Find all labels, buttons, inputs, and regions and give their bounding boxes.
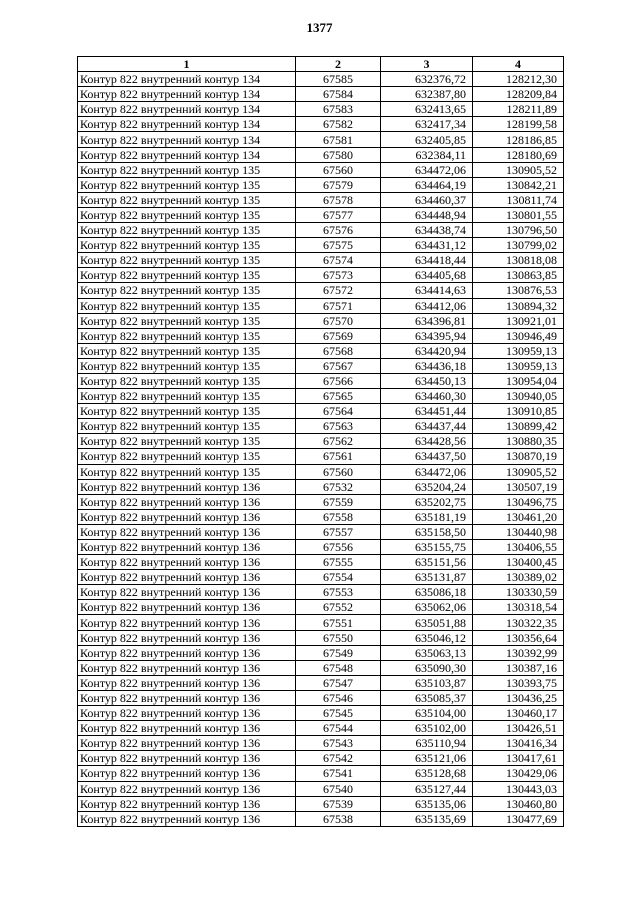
x-coordinate-cell: 634405,68 (381, 268, 473, 283)
point-number-cell: 67557 (296, 524, 381, 539)
x-coordinate-cell: 634414,63 (381, 283, 473, 298)
contour-name-cell: Контур 822 внутренний контур 136 (78, 690, 296, 705)
y-coordinate-cell: 130393,75 (473, 675, 564, 690)
y-coordinate-cell: 130921,01 (473, 313, 564, 328)
contour-name-cell: Контур 822 внутренний контур 135 (78, 434, 296, 449)
contour-name-cell: Контур 822 внутренний контур 135 (78, 464, 296, 479)
point-number-cell: 67562 (296, 434, 381, 449)
x-coordinate-cell: 635204,24 (381, 479, 473, 494)
point-number-cell: 67577 (296, 207, 381, 222)
y-coordinate-cell: 130392,99 (473, 645, 564, 660)
x-coordinate-cell: 635090,30 (381, 660, 473, 675)
point-number-cell: 67552 (296, 600, 381, 615)
page-number: 1377 (306, 20, 333, 35)
point-number-cell: 67563 (296, 419, 381, 434)
contour-name-cell: Контур 822 внутренний контур 135 (78, 162, 296, 177)
table-row (78, 177, 564, 192)
table-row (78, 600, 564, 615)
table-row (78, 706, 564, 721)
table-row (78, 328, 564, 343)
point-number-cell: 67574 (296, 253, 381, 268)
contour-name-cell: Контур 822 внутренний контур 134 (78, 102, 296, 117)
y-coordinate-cell: 128180,69 (473, 147, 564, 162)
x-coordinate-cell: 635158,50 (381, 524, 473, 539)
table-row (78, 434, 564, 449)
point-number-cell: 67566 (296, 373, 381, 388)
contour-name-cell: Контур 822 внутренний контур 135 (78, 253, 296, 268)
contour-name-cell: Контур 822 внутренний контур 134 (78, 147, 296, 162)
x-coordinate-cell: 634438,74 (381, 223, 473, 238)
table-row (78, 494, 564, 509)
column-header-1: 1 (78, 57, 296, 72)
y-coordinate-cell: 128186,85 (473, 132, 564, 147)
table-row (78, 751, 564, 766)
table-row (78, 690, 564, 705)
y-coordinate-cell: 130387,16 (473, 660, 564, 675)
x-coordinate-cell: 635051,88 (381, 615, 473, 630)
contour-name-cell: Контур 822 внутренний контур 135 (78, 343, 296, 358)
contour-name-cell: Контур 822 внутренний контур 136 (78, 811, 296, 826)
y-coordinate-cell: 130477,69 (473, 811, 564, 826)
x-coordinate-cell: 634448,94 (381, 207, 473, 222)
point-number-cell: 67575 (296, 238, 381, 253)
y-coordinate-cell: 130318,54 (473, 600, 564, 615)
point-number-cell: 67576 (296, 223, 381, 238)
contour-name-cell: Контур 822 внутренний контур 135 (78, 419, 296, 434)
x-coordinate-cell: 634472,06 (381, 464, 473, 479)
contour-name-cell: Контур 822 внутренний контур 135 (78, 223, 296, 238)
contour-name-cell: Контур 822 внутренний контур 135 (78, 283, 296, 298)
table-row (78, 313, 564, 328)
point-number-cell: 67544 (296, 721, 381, 736)
point-number-cell: 67567 (296, 358, 381, 373)
x-coordinate-cell: 635062,06 (381, 600, 473, 615)
x-coordinate-cell: 635155,75 (381, 540, 473, 555)
table-row (78, 419, 564, 434)
table-row (78, 615, 564, 630)
table-row (78, 117, 564, 132)
y-coordinate-cell: 130811,74 (473, 192, 564, 207)
point-number-cell: 67554 (296, 570, 381, 585)
contour-name-cell: Контур 822 внутренний контур 136 (78, 570, 296, 585)
table-row (78, 721, 564, 736)
column-header-4: 4 (473, 57, 564, 72)
y-coordinate-cell: 128199,58 (473, 117, 564, 132)
point-number-cell: 67582 (296, 117, 381, 132)
x-coordinate-cell: 635046,12 (381, 630, 473, 645)
table-row (78, 253, 564, 268)
x-coordinate-cell: 635181,19 (381, 509, 473, 524)
y-coordinate-cell: 130946,49 (473, 328, 564, 343)
y-coordinate-cell: 130400,45 (473, 555, 564, 570)
y-coordinate-cell: 130356,64 (473, 630, 564, 645)
y-coordinate-cell: 128211,89 (473, 102, 564, 117)
contour-name-cell: Контур 822 внутренний контур 136 (78, 600, 296, 615)
point-number-cell: 67532 (296, 479, 381, 494)
table-row (78, 87, 564, 102)
x-coordinate-cell: 634464,19 (381, 177, 473, 192)
y-coordinate-cell: 130496,75 (473, 494, 564, 509)
table-row (78, 147, 564, 162)
point-number-cell: 67573 (296, 268, 381, 283)
point-number-cell: 67579 (296, 177, 381, 192)
table-row (78, 389, 564, 404)
contour-name-cell: Контур 822 внутренний контур 135 (78, 207, 296, 222)
contour-name-cell: Контур 822 внутренний контур 136 (78, 494, 296, 509)
x-coordinate-cell: 634472,06 (381, 162, 473, 177)
y-coordinate-cell: 130443,03 (473, 781, 564, 796)
y-coordinate-cell: 130954,04 (473, 373, 564, 388)
y-coordinate-cell: 130880,35 (473, 434, 564, 449)
contour-name-cell: Контур 822 внутренний контур 136 (78, 706, 296, 721)
contour-name-cell: Контур 822 внутренний контур 135 (78, 298, 296, 313)
column-header-2: 2 (296, 57, 381, 72)
table-row (78, 509, 564, 524)
contour-name-cell: Контур 822 внутренний контур 135 (78, 268, 296, 283)
table-row (78, 207, 564, 222)
x-coordinate-cell: 632387,80 (381, 87, 473, 102)
contour-name-cell: Контур 822 внутренний контур 136 (78, 736, 296, 751)
x-coordinate-cell: 634460,37 (381, 192, 473, 207)
table-row (78, 630, 564, 645)
point-number-cell: 67546 (296, 690, 381, 705)
point-number-cell: 67560 (296, 464, 381, 479)
x-coordinate-cell: 632384,11 (381, 147, 473, 162)
point-number-cell: 67583 (296, 102, 381, 117)
y-coordinate-cell: 130799,02 (473, 238, 564, 253)
table-row (78, 132, 564, 147)
point-number-cell: 67545 (296, 706, 381, 721)
point-number-cell: 67569 (296, 328, 381, 343)
point-number-cell: 67571 (296, 298, 381, 313)
y-coordinate-cell: 130417,61 (473, 751, 564, 766)
contour-name-cell: Контур 822 внутренний контур 135 (78, 449, 296, 464)
x-coordinate-cell: 635103,87 (381, 675, 473, 690)
point-number-cell: 67565 (296, 389, 381, 404)
y-coordinate-cell: 130460,80 (473, 796, 564, 811)
y-coordinate-cell: 130460,17 (473, 706, 564, 721)
contour-name-cell: Контур 822 внутренний контур 136 (78, 509, 296, 524)
y-coordinate-cell: 130940,05 (473, 389, 564, 404)
x-coordinate-cell: 634412,06 (381, 298, 473, 313)
contour-name-cell: Контур 822 внутренний контур 136 (78, 479, 296, 494)
y-coordinate-cell: 130959,13 (473, 343, 564, 358)
y-coordinate-cell: 130330,59 (473, 585, 564, 600)
point-number-cell: 67585 (296, 72, 381, 87)
table-row (78, 72, 564, 87)
x-coordinate-cell: 634428,56 (381, 434, 473, 449)
point-number-cell: 67556 (296, 540, 381, 555)
table-row (78, 404, 564, 419)
x-coordinate-cell: 632376,72 (381, 72, 473, 87)
y-coordinate-cell: 130863,85 (473, 268, 564, 283)
table-header-row (78, 57, 564, 72)
x-coordinate-cell: 635104,00 (381, 706, 473, 721)
table-row (78, 358, 564, 373)
x-coordinate-cell: 634450,13 (381, 373, 473, 388)
x-coordinate-cell: 635110,94 (381, 736, 473, 751)
contour-name-cell: Контур 822 внутренний контур 134 (78, 117, 296, 132)
point-number-cell: 67570 (296, 313, 381, 328)
x-coordinate-cell: 635127,44 (381, 781, 473, 796)
contour-name-cell: Контур 822 внутренний контур 136 (78, 630, 296, 645)
contour-name-cell: Контур 822 внутренний контур 134 (78, 87, 296, 102)
point-number-cell: 67555 (296, 555, 381, 570)
table-row (78, 479, 564, 494)
y-coordinate-cell: 130905,52 (473, 162, 564, 177)
point-number-cell: 67547 (296, 675, 381, 690)
contour-name-cell: Контур 822 внутренний контур 135 (78, 358, 296, 373)
point-number-cell: 67541 (296, 766, 381, 781)
x-coordinate-cell: 635102,00 (381, 721, 473, 736)
table-row (78, 449, 564, 464)
point-number-cell: 67584 (296, 87, 381, 102)
contour-name-cell: Контур 822 внутренний контур 136 (78, 721, 296, 736)
x-coordinate-cell: 634460,30 (381, 389, 473, 404)
table-row (78, 464, 564, 479)
y-coordinate-cell: 130910,85 (473, 404, 564, 419)
x-coordinate-cell: 634437,50 (381, 449, 473, 464)
table-row (78, 102, 564, 117)
point-number-cell: 67553 (296, 585, 381, 600)
contour-name-cell: Контур 822 внутренний контур 136 (78, 555, 296, 570)
table-row (78, 524, 564, 539)
x-coordinate-cell: 635202,75 (381, 494, 473, 509)
contour-name-cell: Контур 822 внутренний контур 136 (78, 766, 296, 781)
table-body (78, 72, 564, 827)
y-coordinate-cell: 130322,35 (473, 615, 564, 630)
y-coordinate-cell: 130905,52 (473, 464, 564, 479)
table-row (78, 268, 564, 283)
y-coordinate-cell: 130429,06 (473, 766, 564, 781)
table-row (78, 223, 564, 238)
point-number-cell: 67539 (296, 796, 381, 811)
y-coordinate-cell: 130818,08 (473, 253, 564, 268)
contour-name-cell: Контур 822 внутренний контур 135 (78, 328, 296, 343)
contour-name-cell: Контур 822 внутренний контур 135 (78, 192, 296, 207)
x-coordinate-cell: 632417,34 (381, 117, 473, 132)
point-number-cell: 67542 (296, 751, 381, 766)
point-number-cell: 67543 (296, 736, 381, 751)
contour-name-cell: Контур 822 внутренний контур 136 (78, 524, 296, 539)
y-coordinate-cell: 130507,19 (473, 479, 564, 494)
point-number-cell: 67561 (296, 449, 381, 464)
x-coordinate-cell: 634396,81 (381, 313, 473, 328)
y-coordinate-cell: 130796,50 (473, 223, 564, 238)
contour-name-cell: Контур 822 внутренний контур 135 (78, 389, 296, 404)
table-row (78, 781, 564, 796)
y-coordinate-cell: 130440,98 (473, 524, 564, 539)
x-coordinate-cell: 635135,69 (381, 811, 473, 826)
y-coordinate-cell: 130842,21 (473, 177, 564, 192)
point-number-cell: 67551 (296, 615, 381, 630)
point-number-cell: 67581 (296, 132, 381, 147)
x-coordinate-cell: 635128,68 (381, 766, 473, 781)
table-row (78, 570, 564, 585)
table-row (78, 343, 564, 358)
x-coordinate-cell: 635063,13 (381, 645, 473, 660)
x-coordinate-cell: 634420,94 (381, 343, 473, 358)
table-row (78, 373, 564, 388)
table-row (78, 675, 564, 690)
y-coordinate-cell: 130801,55 (473, 207, 564, 222)
point-number-cell: 67559 (296, 494, 381, 509)
contour-name-cell: Контур 822 внутренний контур 136 (78, 540, 296, 555)
table-row (78, 162, 564, 177)
point-number-cell: 67538 (296, 811, 381, 826)
y-coordinate-cell: 130461,20 (473, 509, 564, 524)
x-coordinate-cell: 632413,65 (381, 102, 473, 117)
contour-name-cell: Контур 822 внутренний контур 136 (78, 660, 296, 675)
point-number-cell: 67549 (296, 645, 381, 660)
contour-name-cell: Контур 822 внутренний контур 134 (78, 72, 296, 87)
x-coordinate-cell: 635131,87 (381, 570, 473, 585)
contour-name-cell: Контур 822 внутренний контур 136 (78, 645, 296, 660)
point-number-cell: 67572 (296, 283, 381, 298)
point-number-cell: 67558 (296, 509, 381, 524)
table-row (78, 283, 564, 298)
y-coordinate-cell: 130959,13 (473, 358, 564, 373)
contour-name-cell: Контур 822 внутренний контур 135 (78, 373, 296, 388)
point-number-cell: 67564 (296, 404, 381, 419)
x-coordinate-cell: 632405,85 (381, 132, 473, 147)
y-coordinate-cell: 130416,34 (473, 736, 564, 751)
y-coordinate-cell: 130406,55 (473, 540, 564, 555)
y-coordinate-cell: 130426,51 (473, 721, 564, 736)
point-number-cell: 67580 (296, 147, 381, 162)
y-coordinate-cell: 130876,53 (473, 283, 564, 298)
table-row (78, 645, 564, 660)
table-row (78, 766, 564, 781)
contour-name-cell: Контур 822 внутренний контур 136 (78, 751, 296, 766)
contour-name-cell: Контур 822 внутренний контур 135 (78, 238, 296, 253)
table-row (78, 811, 564, 826)
x-coordinate-cell: 634436,18 (381, 358, 473, 373)
point-number-cell: 67550 (296, 630, 381, 645)
y-coordinate-cell: 130894,32 (473, 298, 564, 313)
contour-name-cell: Контур 822 внутренний контур 136 (78, 796, 296, 811)
contour-name-cell: Контур 822 внутренний контур 134 (78, 132, 296, 147)
y-coordinate-cell: 130436,25 (473, 690, 564, 705)
x-coordinate-cell: 634418,44 (381, 253, 473, 268)
x-coordinate-cell: 635085,37 (381, 690, 473, 705)
x-coordinate-cell: 634395,94 (381, 328, 473, 343)
point-number-cell: 67548 (296, 660, 381, 675)
column-header-3: 3 (381, 57, 473, 72)
contour-name-cell: Контур 822 внутренний контур 136 (78, 675, 296, 690)
point-number-cell: 67560 (296, 162, 381, 177)
y-coordinate-cell: 130870,19 (473, 449, 564, 464)
y-coordinate-cell: 130899,42 (473, 419, 564, 434)
table-row (78, 796, 564, 811)
y-coordinate-cell: 128209,84 (473, 87, 564, 102)
contour-name-cell: Контур 822 внутренний контур 136 (78, 585, 296, 600)
table-row (78, 192, 564, 207)
contour-name-cell: Контур 822 внутренний контур 136 (78, 615, 296, 630)
x-coordinate-cell: 634431,12 (381, 238, 473, 253)
table-row (78, 660, 564, 675)
contour-name-cell: Контур 822 внутренний контур 135 (78, 177, 296, 192)
contour-name-cell: Контур 822 внутренний контур 136 (78, 781, 296, 796)
x-coordinate-cell: 635135,06 (381, 796, 473, 811)
table-row (78, 298, 564, 313)
table-row (78, 540, 564, 555)
x-coordinate-cell: 635086,18 (381, 585, 473, 600)
point-number-cell: 67540 (296, 781, 381, 796)
x-coordinate-cell: 634437,44 (381, 419, 473, 434)
table-row (78, 585, 564, 600)
x-coordinate-cell: 634451,44 (381, 404, 473, 419)
point-number-cell: 67578 (296, 192, 381, 207)
table-row (78, 238, 564, 253)
x-coordinate-cell: 635121,06 (381, 751, 473, 766)
coordinates-table (77, 56, 564, 827)
contour-name-cell: Контур 822 внутренний контур 135 (78, 313, 296, 328)
y-coordinate-cell: 128212,30 (473, 72, 564, 87)
x-coordinate-cell: 635151,56 (381, 555, 473, 570)
table-row (78, 555, 564, 570)
point-number-cell: 67568 (296, 343, 381, 358)
table-row (78, 736, 564, 751)
y-coordinate-cell: 130389,02 (473, 570, 564, 585)
contour-name-cell: Контур 822 внутренний контур 135 (78, 404, 296, 419)
